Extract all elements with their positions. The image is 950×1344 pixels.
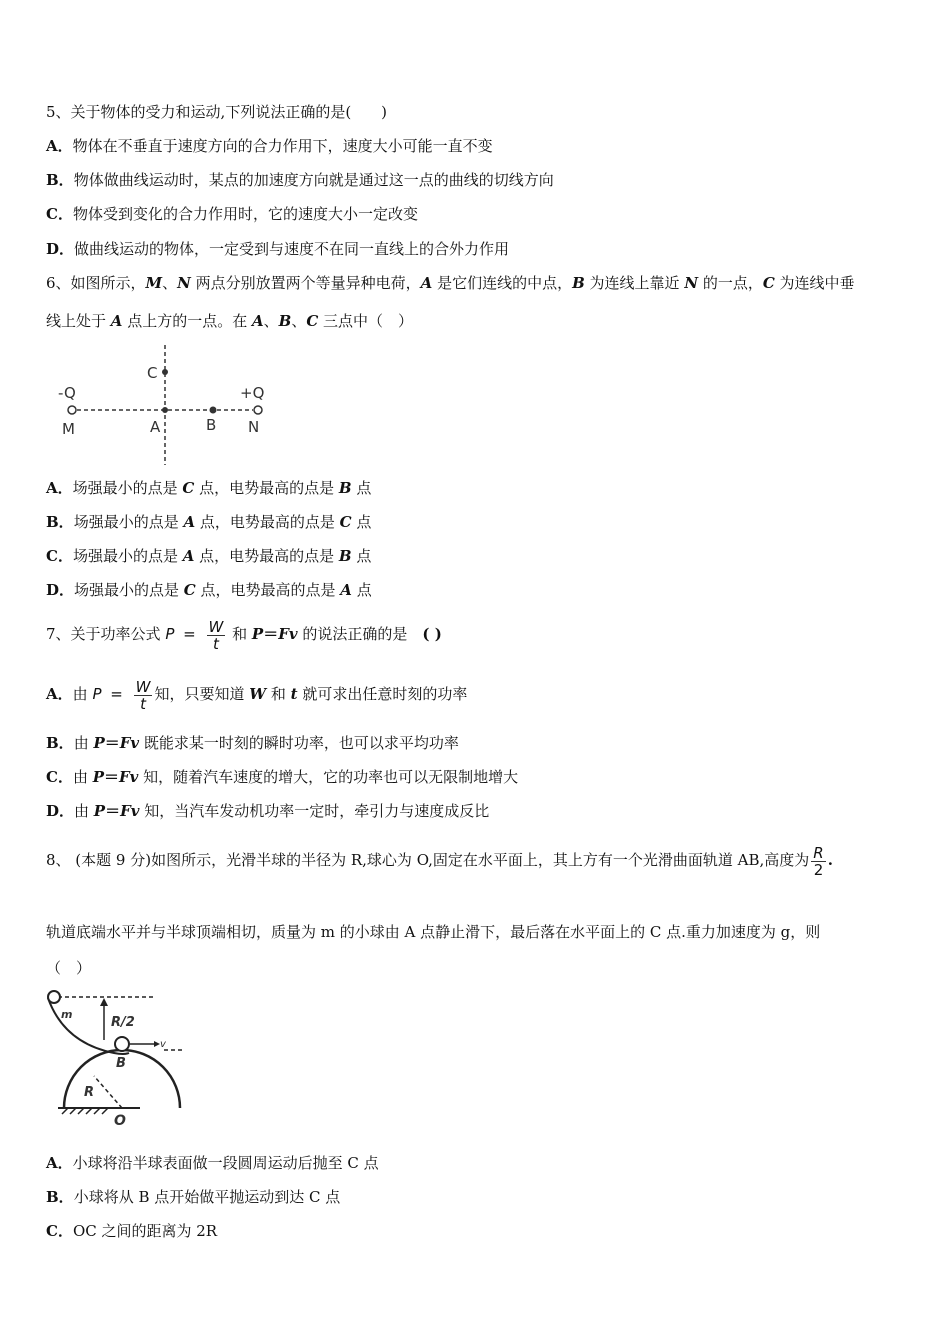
q6-stem-line2: 线上处于 A 点上方的一点。在 A、B、C 三点中（ ） xyxy=(46,312,414,330)
arrow-head-up xyxy=(100,998,108,1006)
ball-b xyxy=(115,1037,129,1051)
q5-option-c[interactable]: C．物体受到变化的合力作用时，它的速度大小一定改变 xyxy=(46,205,418,223)
ball-a xyxy=(48,991,60,1003)
q5-option-b[interactable]: B．物体做曲线运动时，某点的加速度方向就是通过这一点的曲线的切线方向 xyxy=(46,171,554,189)
label-o: O xyxy=(114,1113,126,1128)
q7-option-b[interactable]: B．由 P＝Fv 既能求某一时刻的瞬时功率，也可以求平均功率 xyxy=(46,734,459,752)
q8-height-fraction: $\frac{R}{2}$ xyxy=(813,843,824,879)
label-neg-q: -Q xyxy=(58,384,76,402)
q7-option-d[interactable]: D．由 P＝Fv 知，当汽车发动机功率一定时，牵引力与速度成反比 xyxy=(46,802,490,820)
q7-option-a[interactable]: A．由 P = $\frac{W}{t}$ 知，只要知道 W 和 t 就可求出任意时刻的功率 xyxy=(46,677,468,713)
label-height: R/2 xyxy=(111,1015,135,1030)
q7-option-c[interactable]: C．由 P＝Fv 知，随着汽车速度的增大，它的功率也可以无限制地增大 xyxy=(46,768,519,786)
label-b: B xyxy=(206,416,217,434)
label-m: M xyxy=(62,420,75,438)
q8-stem-line3: （ ） xyxy=(46,959,92,977)
charge-n xyxy=(254,406,262,414)
q8-hemisphere-diagram xyxy=(44,988,194,1128)
q6-option-a[interactable]: A．场强最小的点是 C 点，电势最高的点是 B 点 xyxy=(46,479,372,497)
q8-stem-line2: 轨道底端水平并与半球顶端相切，质量为 m 的小球由 A 点静止滑下，最后落在水平面上的 C 点.重力加速度为 g，则 xyxy=(46,923,821,941)
label-n: N xyxy=(248,418,260,436)
label-v: v xyxy=(160,1039,166,1050)
q6-option-c[interactable]: C．场强最小的点是 A 点，电势最高的点是 B 点 xyxy=(46,547,372,565)
radius-line xyxy=(94,1076,122,1108)
q5-option-a[interactable]: A．物体在不垂直于速度方向的合力作用下，速度大小可能一直不变 xyxy=(46,137,493,155)
q6-option-d[interactable]: D．场强最小的点是 C 点，电势最高的点是 A 点 xyxy=(46,581,372,599)
label-m: m xyxy=(61,1008,73,1021)
q7-stem-fraction: $\frac{W}{t}$ xyxy=(208,617,224,653)
point-c xyxy=(162,369,168,375)
point-b xyxy=(210,407,217,414)
label-a: A xyxy=(150,418,161,436)
label-b: B xyxy=(116,1056,126,1071)
charge-m xyxy=(68,406,76,414)
q5-option-d[interactable]: D．做曲线运动的物体，一定受到与速度不在同一直线上的合外力作用 xyxy=(46,240,510,258)
q7-stem: 7、关于功率公式 P = $\frac{W}{t}$ 和 P＝Fv 的说法正确的是 ( ) xyxy=(46,617,442,653)
q8-option-b[interactable]: B．小球将从 B 点开始做平抛运动到达 C 点 xyxy=(46,1188,341,1206)
point-a xyxy=(162,407,168,413)
q8-option-a[interactable]: A．小球将沿半球表面做一段圆周运动后抛至 C 点 xyxy=(46,1154,379,1172)
q6-option-b[interactable]: B．场强最小的点是 A 点，电势最高的点是 C 点 xyxy=(46,513,372,531)
label-r: R xyxy=(84,1085,95,1100)
q7-option-a-fraction: $\frac{W}{t}$ xyxy=(135,677,151,713)
q6-stem-line1: 6、如图所示，M、N 两点分别放置两个等量异种电荷，A 是它们连线的中点，B 为连线上靠近 N 的一点，C 为连线中垂 xyxy=(46,274,855,292)
q8-stem-line1: 8、 (本题 9 分)如图所示，光滑半球的半径为 R,球心为 O,固定在水平面上，其上方有一个光滑曲面轨道 AB,高度为 $\frac{R}{2}$ . xyxy=(46,843,833,879)
q8-option-c[interactable]: C．OC 之间的距离为 2R xyxy=(46,1222,218,1240)
q5-stem: 5、关于物体的受力和运动,下列说法正确的是( ) xyxy=(46,103,388,121)
label-pos-q: +Q xyxy=(240,384,265,402)
q6-charge-diagram xyxy=(50,340,280,470)
label-c: C xyxy=(147,364,158,382)
